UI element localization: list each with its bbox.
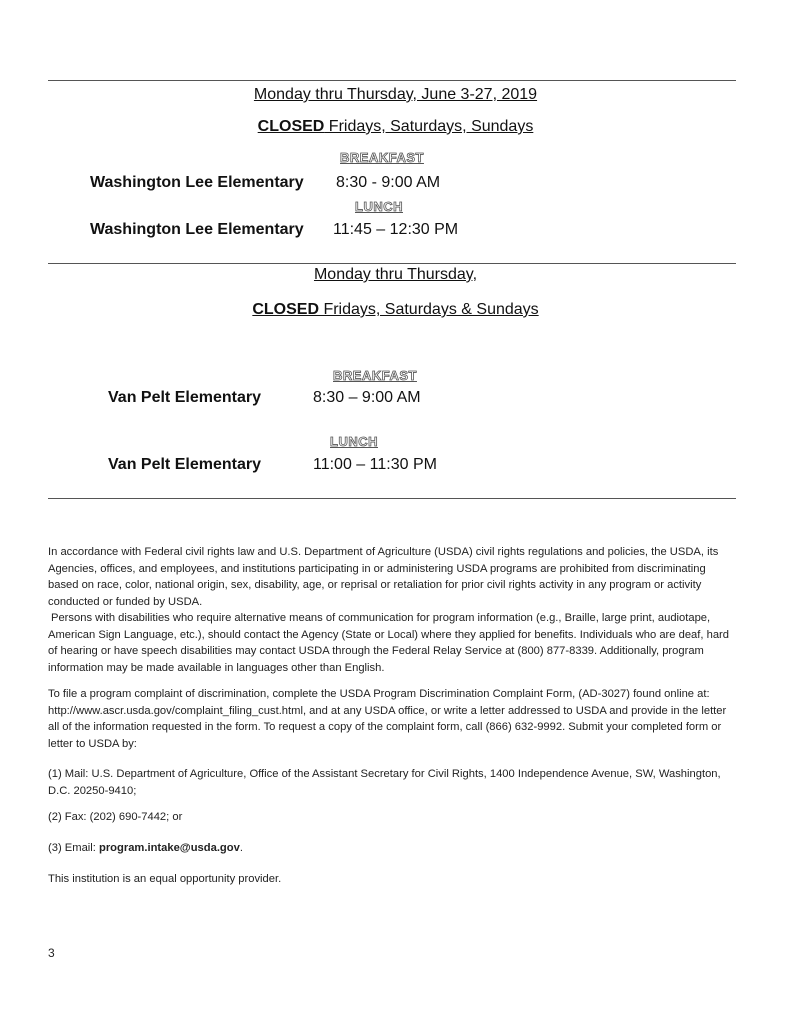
email-prefix: (3) Email: [48,842,99,854]
top-rule [48,80,736,81]
notice-paragraph-3: To file a program complaint of discrimination, complete the USDA Program Discrimination Complaint Form, (AD-3027) found online at: http://www.ascr.usda.gov/complaint_filing_cust.html, and at any USDA office, or write a letter addressed to USDA and provide in the letter all of the information requested in the form. To request a copy of the complaint form, call (866) 632-9992. Submit your completed form or letter to USDA by: [48,688,727,750]
email-link[interactable]: program.intake@usda.gov [98,842,240,854]
section1-lunch-heading: LUNCH [355,199,403,214]
fax-instruction [48,809,738,826]
section1-time-lunch: 11:45 – 12:30 PM [333,221,459,238]
section2-dates-text: Monday thru Thursday, [313,266,478,283]
notice-paragraph-1: In accordance with Federal civil rights law and U.S. Department of Agriculture (USDA) civil rights regulations and policies, the USDA, its Agencies, offices, and employees, and institutions participating in or administering USDA programs are prohibited from discriminating based on race, color, national origin, sex, disability, age, or reprisal or retaliation for prior civil rights activity in any program or activity conducted or funded by USDA. [48,546,719,608]
section2-closed-line [0,301,791,319]
section2-breakfast-heading: BREAKFAST [333,368,417,383]
notice-paragraph-5: (2) Fax: (202) 690-7442; or [48,811,183,823]
section1-closed-word: CLOSED [257,118,325,135]
complaint-instructions [48,686,738,752]
nondiscrimination-notice [48,544,738,676]
section1-breakfast-heading: BREAKFAST [340,150,424,165]
page-number: 3 [48,946,55,960]
section1-school-breakfast: Washington Lee Elementary [90,174,304,191]
notice-paragraph-4: (1) Mail: U.S. Department of Agriculture, Office of the Assistant Secretary for Civil Rights, 1400 Independence Avenue, SW, Washington, D.C. 20250-9410; [48,768,721,797]
section1-school-lunch: Washington Lee Elementary [90,221,304,238]
section2-lunch-heading: LUNCH [330,434,378,449]
section1-time-breakfast: 8:30 - 9:00 AM [336,174,441,191]
email-suffix: . [239,842,243,854]
bottom-rule [48,498,736,499]
middle-rule [48,263,736,264]
section2-dates [0,266,791,284]
section2-closed-days: Fridays, Saturdays & Sundays [319,301,539,318]
section2-closed-word: CLOSED [252,301,319,318]
section2-time-breakfast: 8:30 – 9:00 AM [313,389,421,406]
mail-instruction [48,766,738,799]
notice-paragraph-2: Persons with disabilities who require alternative means of communication for program information (e.g., Braille, large print, audiotape, American Sign Language, etc.), should contact the Agency (State or Local) where they applied for benefits. Individuals who are deaf, hard of hearing or have speech disabilities may contact USDA through the Federal Relay Service at (800) 877-8339. Additionally, program information may be made available in languages other than English. [48,612,729,674]
equal-opportunity-statement [48,871,738,888]
section1-dates-text: Monday thru Thursday, June 3-27, 2019 [253,86,538,103]
email-instruction [48,840,738,857]
notice-paragraph-7: This institution is an equal opportunity provider. [48,873,282,885]
section2-school-breakfast: Van Pelt Elementary [108,389,261,406]
section1-closed-days: Fridays, Saturdays, Sundays [324,118,534,135]
section2-time-lunch: 11:00 – 11:30 PM [313,456,437,473]
section2-school-lunch: Van Pelt Elementary [108,456,261,473]
section1-dates [0,86,791,104]
section1-closed-line [0,118,791,136]
